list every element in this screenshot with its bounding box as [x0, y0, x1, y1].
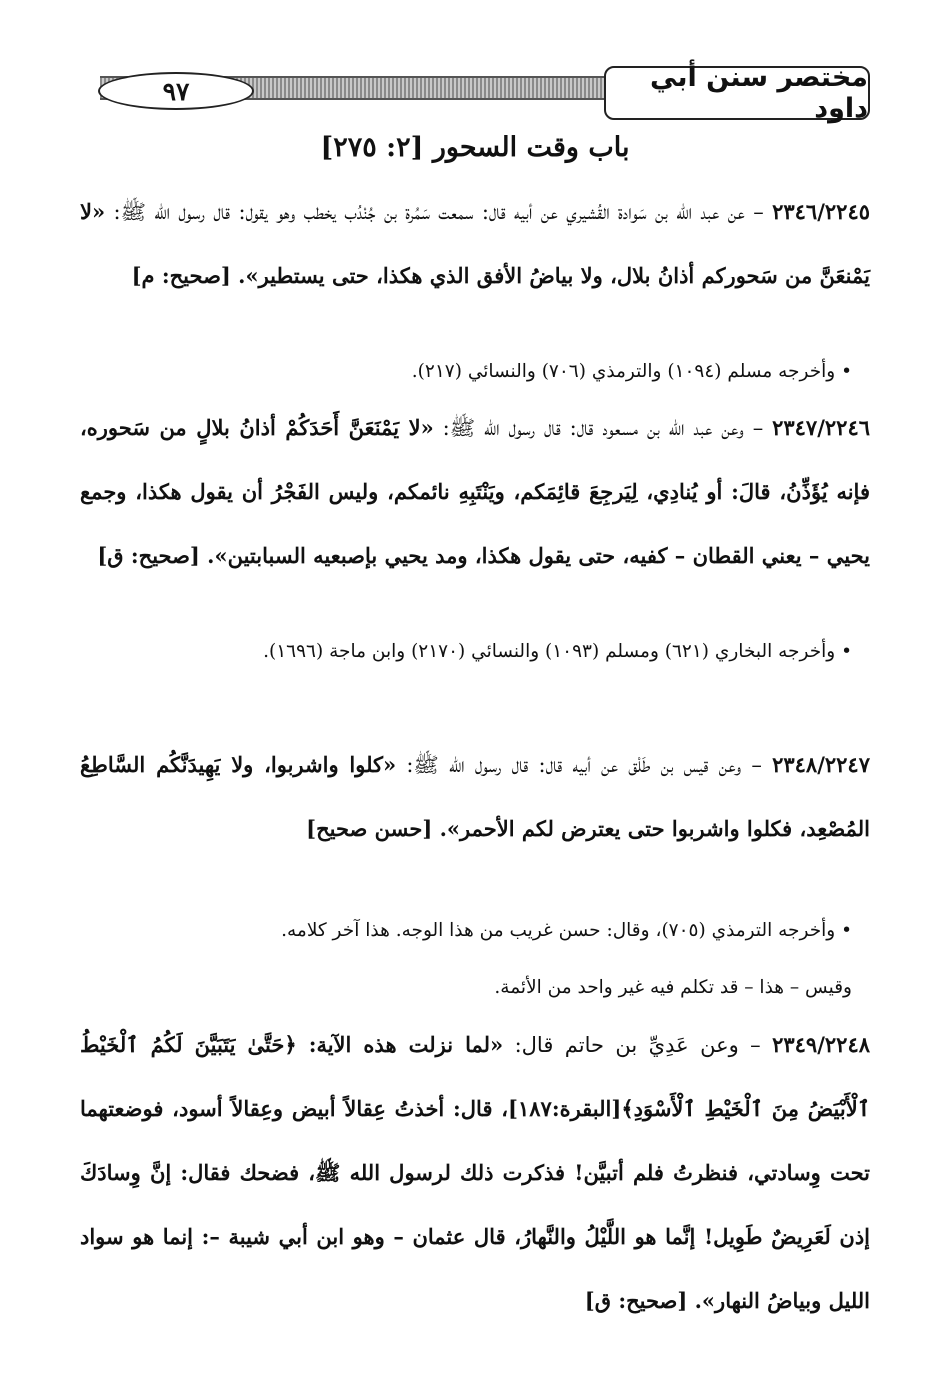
hadith-text: «لا يَمْنَعَنَّ أَحَدَكُمْ أذانُ بلالٍ من سَحوره، فإنه يُؤَذِّنُ، قالَ: أو يُنادِي، لِيَرجِعَ قائِمَكم، ويَنْتَبِهِ نائمكم، وليس الفَجْرُ أن يقول هكذا، وجمع يحيي – يعني القطان – كفيه، حتى يقول هكذا، ومد يحيي بإصبعيه السبابتين». [صحيح: ق] [80, 415, 870, 568]
hadith-number: ٢٣٤٨/٢٢٤٧ [772, 752, 870, 777]
page-number: ٩٧ [98, 72, 254, 110]
note-2348: وقيس – هذا – قد تكلم فيه غير واحد من الأئمة. [494, 977, 852, 998]
takhrij-2348: • وأخرجه الترمذي (٧٠٥)، وقال: حسن غريب من هذا الوجه. هذا آخر كلامه. [281, 920, 852, 941]
hadith-text: «لما نزلت هذه الآية: ﴿حَتَّىٰ يَتَبَيَّنَ لَكُمُ ٱلْخَيْطُ ٱلْأَبْيَضُ مِنَ ٱلْخَيْطِ ٱلْأَسْوَدِ﴾[البقرة:١٨٧]، قال: أخذتُ عِقالاً أبيض وعِقالاً أسود، فوضعتهما تحت وِسادتي، فنظرتُ فلم أتبيَّن! فذكرت ذلك لرسول الله ﷺ، فضحك فقال: إنَّ وِسادَكَ إذن لَعَرِيضٌ طَوِيل! إنَّما هو اللَّيْلُ والنَّهارُ، قال عثمان – وهو ابن أبي شيبة –: إنما هو سواد الليل وبياضُ النهار». [صحيح: ق] [80, 1032, 870, 1313]
hadith-number: ٢٣٤٩/٢٢٤٨ [772, 1032, 870, 1057]
takhrij-2347: • وأخرجه البخاري (٦٢١) ومسلم (١٠٩٣) والنسائي (٢١٧٠) وابن ماجة (١٦٩٦). [263, 641, 852, 662]
hadith-2346 [80, 180, 870, 308]
page-header [70, 62, 870, 124]
hadith-chain: – وعن عَدِيِّ بن حاتم قال: [503, 1033, 773, 1057]
hadith-chain: – وعن قيس بن طَلْق عن أبيه قال: قال رسول الله ﷺ: [396, 753, 773, 777]
chapter-title: باب وقت السحور [٢: ٢٧٥] [320, 132, 630, 163]
hadith-number: ٢٣٤٦/٢٢٤٥ [772, 199, 870, 224]
hadith-2349 [80, 1013, 870, 1333]
hadith-text: «لا يَمْنعَنَّ من سَحوركم أذانُ بلال، ولا بياضُ الأفق الذي هكذا، حتى يستطير». [صحيح: م] [80, 199, 870, 288]
hadith-number: ٢٣٤٧/٢٢٤٦ [772, 415, 870, 440]
hadith-text: «كلوا واشربوا، ولا يَهِيدَنَّكُم السَّاطِعُ المُصْعِد، فكلوا واشربوا حتى يعترض لكم الأحمر». [حسن صحيح] [80, 752, 870, 841]
hadith-2348 [80, 733, 870, 861]
hadith-2347 [80, 396, 870, 588]
book-title: مختصر سنن أبي داود [604, 66, 870, 120]
hadith-chain: – وعن عبد الله بن مسعود قال: قال رسول الله ﷺ: [433, 416, 773, 440]
takhrij-2346: • وأخرجه مسلم (١٠٩٤) والترمذي (٧٠٦) والنسائي (٢١٧). [411, 361, 852, 382]
hadith-chain: – عن عبد الله بن سَوادة القُشيري عن أبيه قال: سمعت سَمُرة بن جُنْدُب يخطب وهو يقول: قال رسول الله ﷺ: [105, 200, 773, 224]
